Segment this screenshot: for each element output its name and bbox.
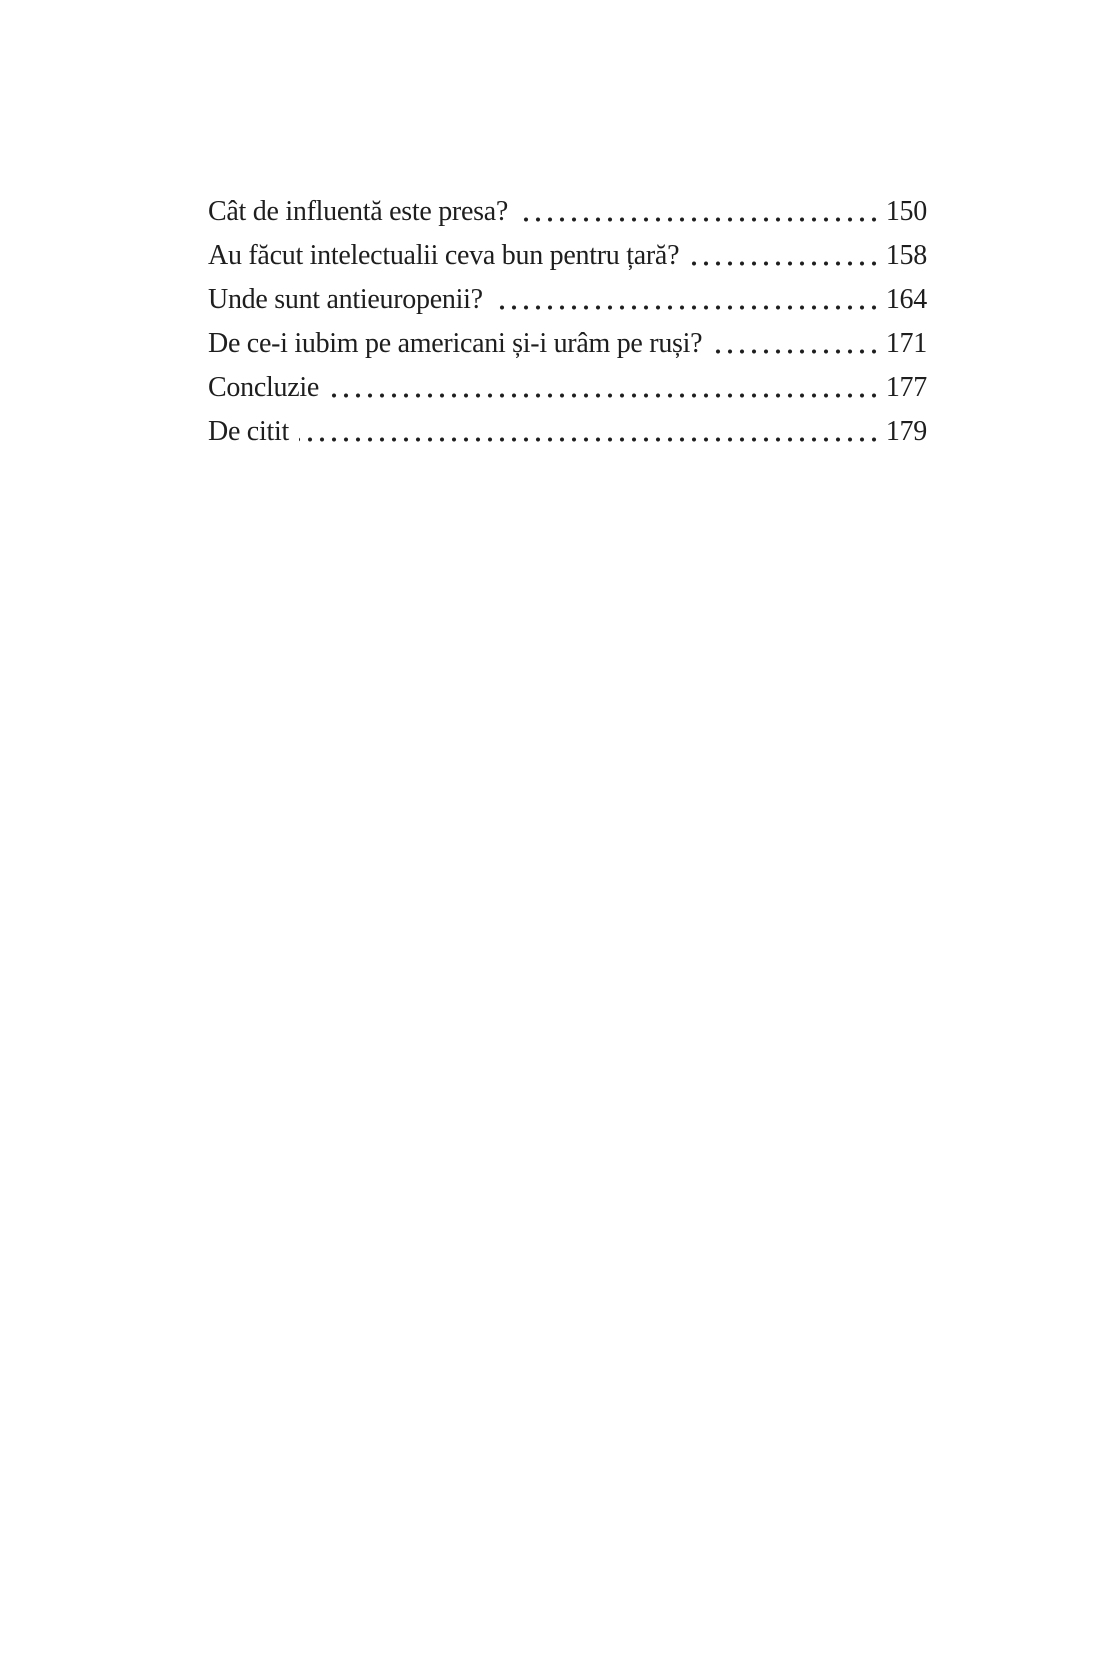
toc-entry-title: Au făcut intelectualii ceva bun pentru țară? (208, 234, 689, 278)
toc-entry-page-number: 164 (877, 278, 927, 322)
toc-entry-page-number: 179 (877, 410, 927, 454)
toc-entry-title: Concluzie (208, 366, 329, 410)
toc-entry-page-number: 150 (877, 190, 927, 234)
toc-entry-page-number: 171 (877, 322, 927, 366)
toc-entry (208, 190, 927, 234)
toc-entry-title: De citit (208, 410, 299, 454)
toc-entry (208, 234, 927, 278)
toc-entry-title: Unde sunt antieuropenii? (208, 278, 493, 322)
table-of-contents (208, 190, 927, 454)
toc-entry (208, 410, 927, 454)
toc-entry-title: De ce-i iubim pe americani și-i urâm pe ruși? (208, 322, 712, 366)
toc-entry (208, 278, 927, 322)
toc-entry-page-number: 158 (877, 234, 927, 278)
toc-entry-title: Cât de influentă este presa? (208, 190, 518, 234)
toc-entry (208, 366, 927, 410)
toc-entry-page-number: 177 (877, 366, 927, 410)
toc-entry (208, 322, 927, 366)
